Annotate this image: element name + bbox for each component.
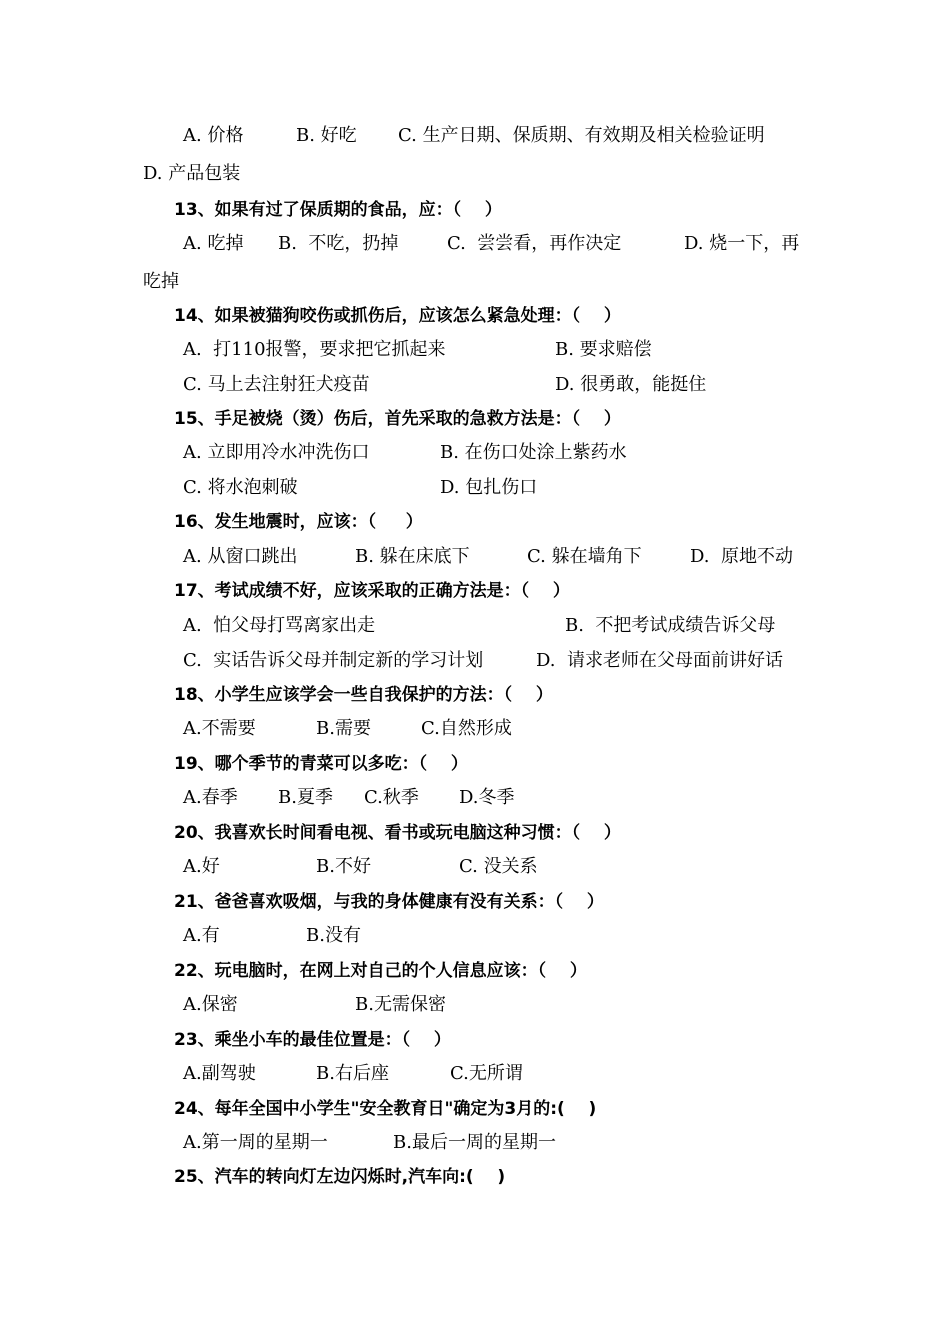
question-text: 17、考试成绩不好，应该采取的正确方法是：（ ） [174, 581, 570, 601]
option-text: B.夏季 [278, 787, 333, 808]
option-text: C. 将水泡刺破 [183, 477, 298, 498]
question-text: 19、哪个季节的青菜可以多吃：（ ） [174, 754, 468, 774]
question-text: 25、汽车的转向灯左边闪烁时,汽车向:( ) [174, 1167, 506, 1187]
option-text: C. 尝尝看，再作决定 [447, 233, 622, 254]
option-text: B. 好吃 [296, 125, 357, 146]
option-text: C.秋季 [364, 787, 419, 808]
option-text: C. 马上去注射狂犬疫苗 [183, 374, 370, 395]
question-text: 20、我喜欢长时间看电视、看书或玩电脑这种习惯：（ ） [174, 823, 621, 843]
question-text: 16、发生地震时，应该：（ ） [174, 512, 423, 532]
option-text: A.不需要 [183, 718, 256, 739]
option-text: D. 产品包装 [143, 163, 241, 184]
option-text: A. 立即用冷水冲洗伤口 [183, 442, 370, 463]
option-text: A. 打110报警，要求把它抓起来 [183, 339, 446, 360]
option-text: A. 怕父母打骂离家出走 [183, 615, 376, 636]
option-text: D. 原地不动 [690, 546, 793, 567]
option-text: D. 烧一下，再 [684, 233, 800, 254]
option-text: B. 要求赔偿 [555, 339, 652, 360]
option-text: B.需要 [316, 718, 371, 739]
question-text: 23、乘坐小车的最佳位置是：（ ） [174, 1030, 451, 1050]
option-text: A. 吃掉 [183, 233, 244, 254]
option-text: C. 躲在墙角下 [527, 546, 642, 567]
question-text: 13、如果有过了保质期的食品，应：（ ） [174, 200, 502, 220]
option-text: A.有 [183, 925, 220, 946]
question-text: 18、小学生应该学会一些自我保护的方法：（ ） [174, 685, 553, 705]
option-text: C. 生产日期、保质期、有效期及相关检验证明 [398, 125, 765, 146]
option-text: C.无所谓 [450, 1063, 523, 1084]
option-text: D.冬季 [459, 787, 515, 808]
question-text: 24、每年全国中小学生"安全教育日"确定为3月的:( ) [174, 1099, 597, 1119]
option-text: A. 价格 [183, 125, 244, 146]
option-text: D. 很勇敢，能挺住 [555, 374, 707, 395]
option-text: B. 在伤口处涂上紫药水 [440, 442, 627, 463]
option-text: B.无需保密 [355, 994, 446, 1015]
question-text: 22、玩电脑时，在网上对自己的个人信息应该：（ ） [174, 961, 587, 981]
option-text: B.右后座 [316, 1063, 389, 1084]
option-text: B. 躲在床底下 [355, 546, 470, 567]
question-text: 21、爸爸喜欢吸烟，与我的身体健康有没有关系：（ ） [174, 892, 604, 912]
option-text: B.没有 [306, 925, 361, 946]
option-text: A.春季 [183, 787, 238, 808]
option-text: B. 不把考试成绩告诉父母 [565, 615, 776, 636]
option-text: C.自然形成 [421, 718, 512, 739]
option-text: A.第一周的星期一 [183, 1132, 328, 1153]
option-text: C. 实话告诉父母并制定新的学习计划 [183, 650, 484, 671]
option-text: B.最后一周的星期一 [393, 1132, 556, 1153]
option-text: B. 不吃，扔掉 [278, 233, 399, 254]
option-text: C. 没关系 [459, 856, 538, 877]
option-text: A. 从窗口跳出 [183, 546, 298, 567]
option-text: D. 请求老师在父母面前讲好话 [536, 650, 783, 671]
option-text: B.不好 [316, 856, 371, 877]
option-text: 吃掉 [143, 271, 179, 292]
option-text: A.副驾驶 [183, 1063, 256, 1084]
question-text: 14、如果被猫狗咬伤或抓伤后，应该怎么紧急处理：（ ） [174, 306, 621, 326]
option-text: A.好 [183, 856, 220, 877]
question-text: 15、手足被烧（烫）伤后，首先采取的急救方法是：（ ） [174, 409, 621, 429]
option-text: D. 包扎伤口 [440, 477, 538, 498]
option-text: A.保密 [183, 994, 238, 1015]
